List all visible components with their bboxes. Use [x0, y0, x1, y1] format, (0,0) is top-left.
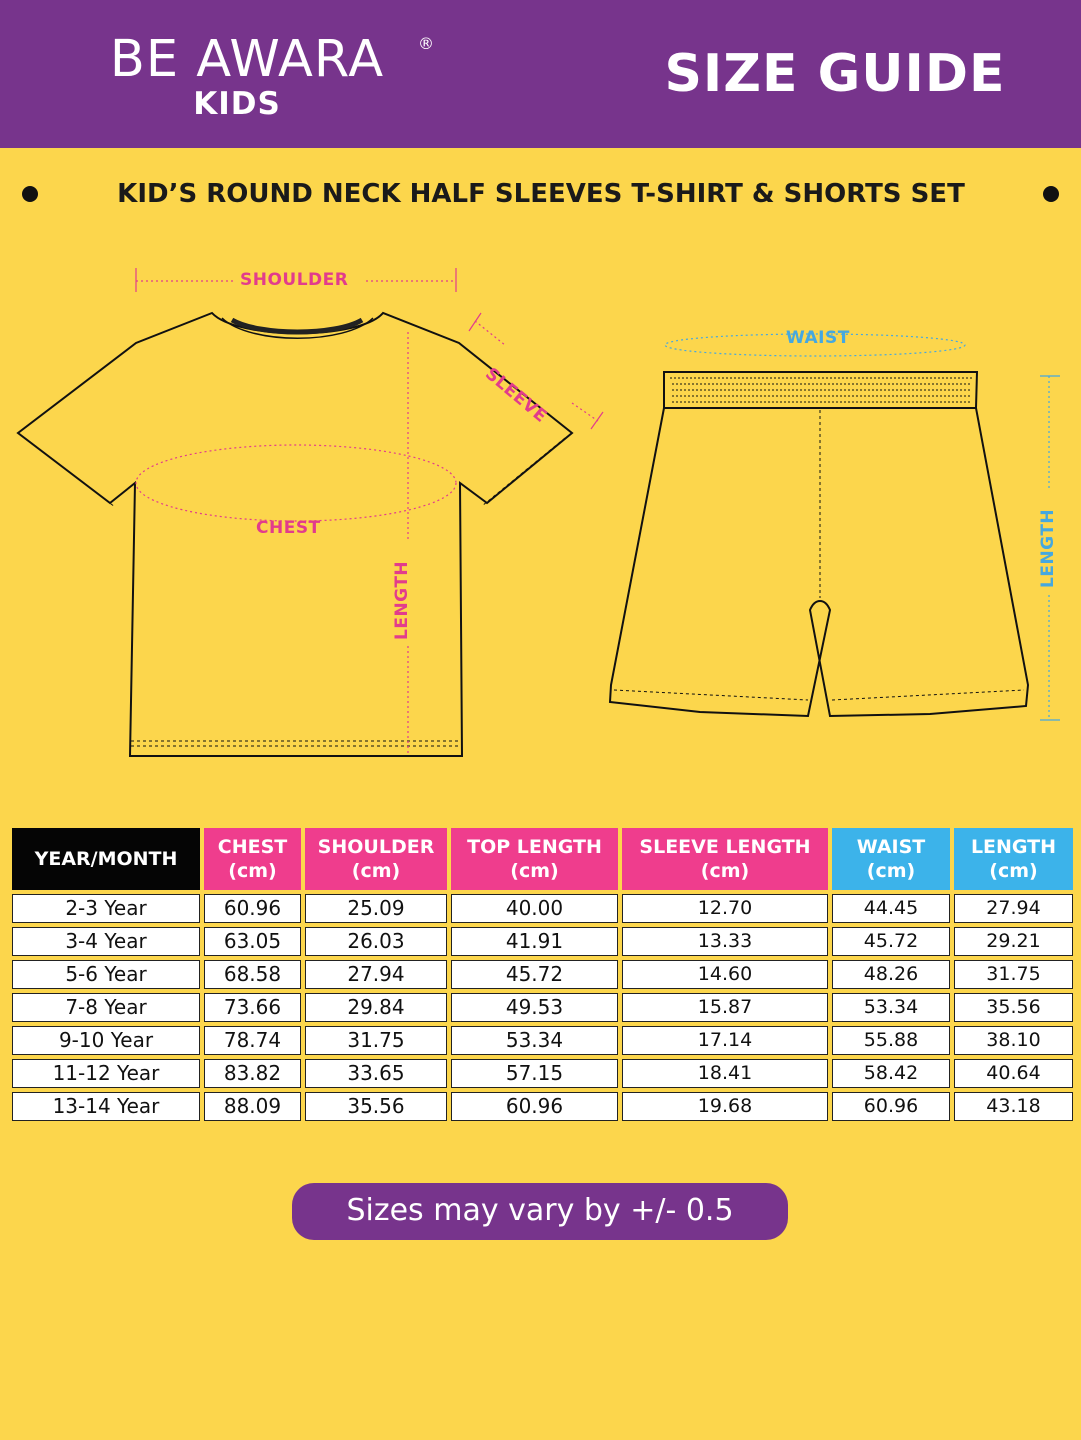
brand-name: BE AWARA: [109, 30, 385, 89]
table-header-row: [12, 828, 1073, 890]
cell-size: 2-3 Year: [12, 894, 200, 923]
cell-sleeve-length: 18.41: [622, 1059, 828, 1088]
cell-waist: 53.34: [832, 993, 950, 1022]
cell-length: 29.21: [954, 927, 1073, 956]
table-row: [12, 960, 1073, 989]
garment-diagram: [0, 240, 1081, 780]
cell-waist: 44.45: [832, 894, 950, 923]
cell-waist: 60.96: [832, 1092, 950, 1121]
header-top-length: TOP LENGTH (cm): [451, 828, 618, 890]
bullet-dot-left: [22, 186, 38, 202]
header-chest: CHEST (cm): [204, 828, 301, 890]
cell-top-length: 41.91: [451, 927, 618, 956]
cell-chest: 68.58: [204, 960, 301, 989]
table-row: [12, 1059, 1073, 1088]
product-subtitle: KID’S ROUND NECK HALF SLEEVES T-SHIRT & SHORTS SET: [117, 179, 965, 209]
shoulder-label: SHOULDER: [240, 270, 349, 290]
header-shoulder: SHOULDER (cm): [305, 828, 447, 890]
brand-logo: [62, 32, 432, 120]
size-variance-note: Sizes may vary by +/- 0.5: [292, 1183, 788, 1240]
cell-chest: 78.74: [204, 1026, 301, 1055]
cell-top-length: 53.34: [451, 1026, 618, 1055]
cell-length: 35.56: [954, 993, 1073, 1022]
shorts-length-label: LENGTH: [1038, 508, 1058, 588]
table-row: [12, 894, 1073, 923]
table-row: [12, 993, 1073, 1022]
cell-size: 3-4 Year: [12, 927, 200, 956]
cell-shoulder: 35.56: [305, 1092, 447, 1121]
header-waist: WAIST (cm): [832, 828, 950, 890]
header-length: LENGTH (cm): [954, 828, 1073, 890]
cell-sleeve-length: 17.14: [622, 1026, 828, 1055]
table-row: [12, 1092, 1073, 1121]
cell-length: 27.94: [954, 894, 1073, 923]
cell-sleeve-length: 13.33: [622, 927, 828, 956]
cell-waist: 48.26: [832, 960, 950, 989]
brand-sub: KIDS: [193, 86, 281, 122]
bullet-dot-right: [1043, 186, 1059, 202]
cell-waist: 55.88: [832, 1026, 950, 1055]
cell-sleeve-length: 12.70: [622, 894, 828, 923]
cell-shoulder: 31.75: [305, 1026, 447, 1055]
size-table: [8, 824, 1077, 1125]
cell-length: 38.10: [954, 1026, 1073, 1055]
cell-chest: 63.05: [204, 927, 301, 956]
cell-size: 7-8 Year: [12, 993, 200, 1022]
cell-length: 43.18: [954, 1092, 1073, 1121]
table-row: [12, 1026, 1073, 1055]
table-row: [12, 927, 1073, 956]
cell-chest: 83.82: [204, 1059, 301, 1088]
header-year-month: YEAR/MONTH: [12, 828, 200, 890]
header-banner: [0, 0, 1081, 148]
cell-shoulder: 25.09: [305, 894, 447, 923]
cell-waist: 58.42: [832, 1059, 950, 1088]
cell-top-length: 60.96: [451, 1092, 618, 1121]
cell-chest: 88.09: [204, 1092, 301, 1121]
registered-mark: ®: [418, 34, 434, 53]
cell-size: 13-14 Year: [12, 1092, 200, 1121]
cell-chest: 73.66: [204, 993, 301, 1022]
page-title: SIZE GUIDE: [664, 44, 1006, 104]
cell-shoulder: 26.03: [305, 927, 447, 956]
cell-sleeve-length: 19.68: [622, 1092, 828, 1121]
waist-label: WAIST: [786, 328, 850, 348]
sleeve-label: SLEEVE: [481, 364, 551, 427]
cell-length: 40.64: [954, 1059, 1073, 1088]
cell-size: 9-10 Year: [12, 1026, 200, 1055]
cell-size: 11-12 Year: [12, 1059, 200, 1088]
cell-shoulder: 33.65: [305, 1059, 447, 1088]
cell-top-length: 57.15: [451, 1059, 618, 1088]
cell-sleeve-length: 15.87: [622, 993, 828, 1022]
header-sleeve-length: SLEEVE LENGTH (cm): [622, 828, 828, 890]
cell-waist: 45.72: [832, 927, 950, 956]
shorts-illustration: [610, 372, 1028, 716]
cell-size: 5-6 Year: [12, 960, 200, 989]
cell-length: 31.75: [954, 960, 1073, 989]
cell-top-length: 49.53: [451, 993, 618, 1022]
tshirt-length-label: LENGTH: [392, 560, 412, 640]
cell-chest: 60.96: [204, 894, 301, 923]
cell-sleeve-length: 14.60: [622, 960, 828, 989]
cell-top-length: 45.72: [451, 960, 618, 989]
product-subtitle-row: [0, 176, 1081, 212]
cell-shoulder: 27.94: [305, 960, 447, 989]
chest-label: CHEST: [256, 518, 321, 538]
cell-shoulder: 29.84: [305, 993, 447, 1022]
cell-top-length: 40.00: [451, 894, 618, 923]
